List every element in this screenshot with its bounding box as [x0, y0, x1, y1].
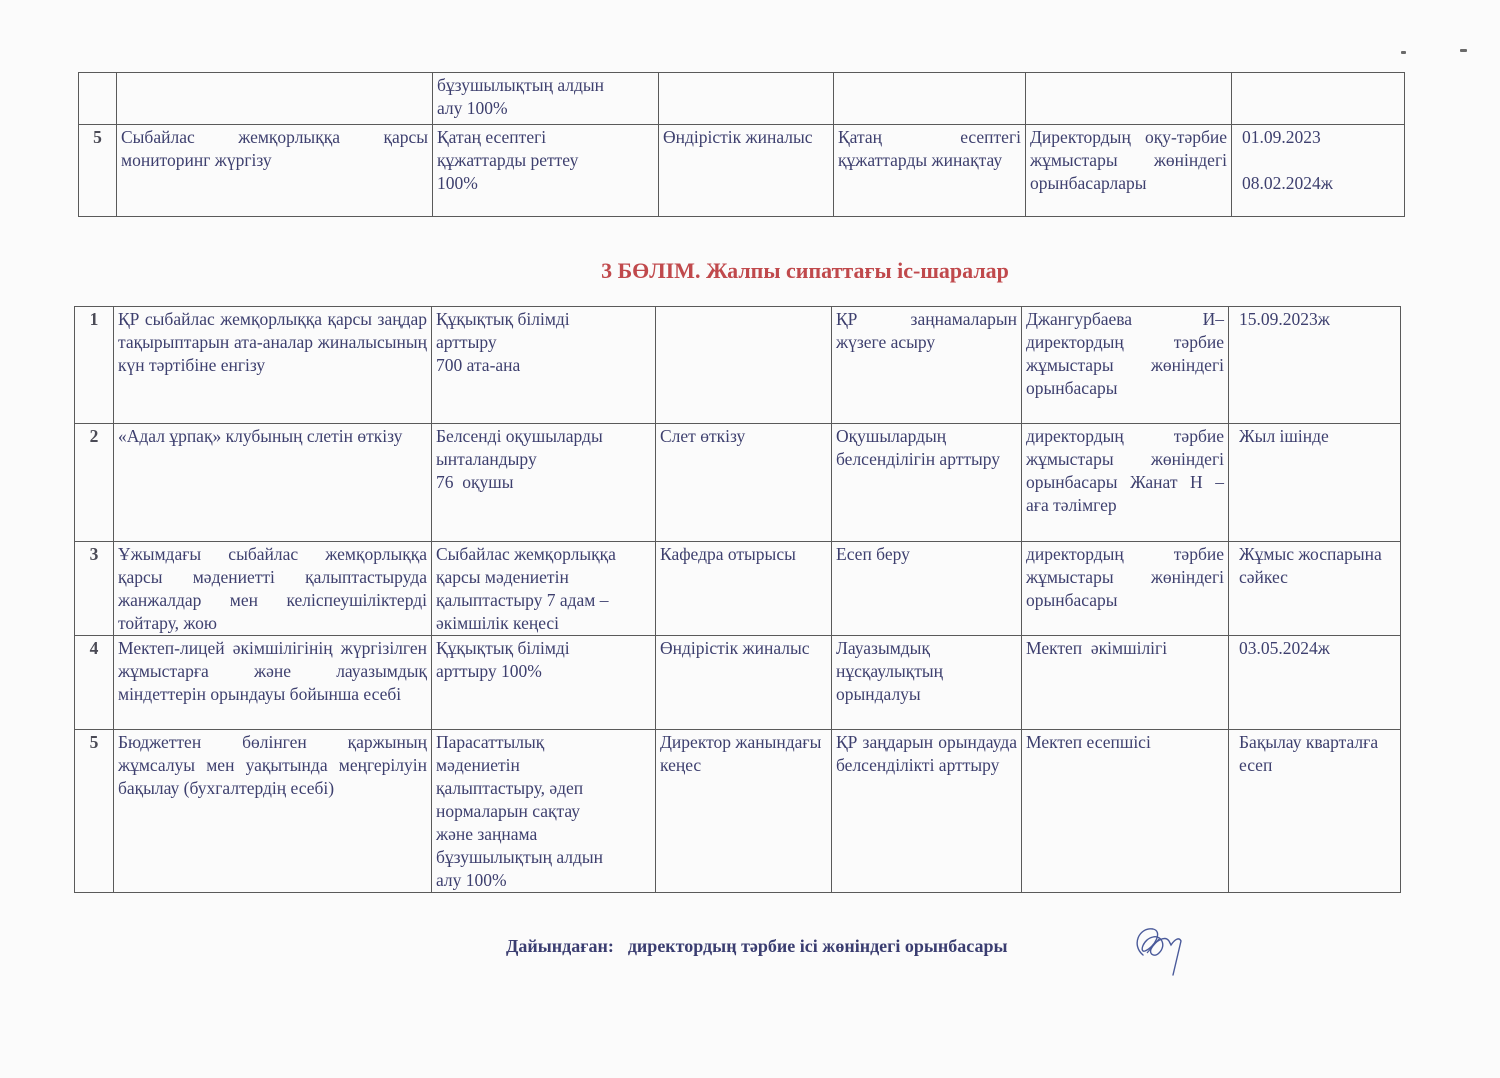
deadline-cell: 15.09.2023ж	[1229, 307, 1401, 424]
form-cell	[659, 73, 834, 125]
goal-line: алу 100%	[436, 870, 507, 890]
deadline-cell: Бақылау кварталға есеп	[1229, 730, 1401, 893]
goal-cell	[433, 125, 659, 217]
activity-cell: Бюджеттен бөлінген қаржының жұмсалуы мен уақытында меңгерілуін бақылау (бухгалтердің есебі)	[114, 730, 432, 893]
row-number	[79, 73, 117, 125]
prepared-by-label: Дайындаған:	[506, 936, 614, 956]
row-number: 5	[79, 125, 117, 217]
deadline-cell: 03.05.2024ж	[1229, 636, 1401, 730]
responsible-cell	[1026, 73, 1232, 125]
responsible-cell: директордың тәрбие жұмыстары жөніндегі орынбасары	[1022, 542, 1229, 636]
goal-cell	[432, 730, 656, 893]
goal-line: Құқықтық білімді	[436, 638, 570, 658]
activity-cell: Сыбайлас жемқорлыққа қарсы мониторинг жүргізу	[117, 125, 433, 217]
table-row	[75, 542, 1401, 636]
goal-cell	[432, 307, 656, 424]
row-number: 1	[75, 307, 114, 424]
result-cell: ҚР заңдарын орындауда белсенділікті арттыру	[832, 730, 1022, 893]
prepared-by	[506, 936, 1008, 957]
goal-line: ынталандыру	[436, 449, 537, 469]
result-cell: Лауазымдық нұсқаулықтың орындалуы	[832, 636, 1022, 730]
goal-line: қалыптастыру 7 адам –	[436, 590, 609, 610]
continued-table	[78, 72, 1405, 217]
row-number: 2	[75, 424, 114, 542]
result-cell: ҚР заңнамаларын жүзеге асыру	[832, 307, 1022, 424]
form-cell: Өндірістік жиналыс	[659, 125, 834, 217]
deadline-cell: Жыл ішінде	[1229, 424, 1401, 542]
section-title: 3 БӨЛІМ. Жалпы сипаттағы іс-шаралар	[601, 258, 1009, 283]
goal-line: арттыру 100%	[436, 661, 542, 681]
table-row	[75, 424, 1401, 542]
responsible-cell: Мектеп әкімшілігі	[1022, 636, 1229, 730]
form-cell: Директор жанындағы кеңес	[656, 730, 832, 893]
goal-cell	[433, 73, 659, 125]
goal-line: Парасаттылық	[436, 732, 545, 752]
result-cell: Оқушылардың белсенділігін арттыру	[832, 424, 1022, 542]
row-number: 3	[75, 542, 114, 636]
goal-line: және заңнама	[436, 824, 538, 844]
goal-line: бұзушылықтың алдын	[436, 847, 604, 867]
goal-line: қалыптастыру, әдеп	[436, 778, 584, 798]
result-cell	[834, 73, 1026, 125]
table-row	[79, 125, 1405, 217]
end-date: 08.02.2024ж	[1242, 173, 1333, 193]
goal-line: бұзушылықтың алдын	[437, 75, 605, 95]
table-row	[75, 730, 1401, 893]
general-measures-table	[74, 306, 1401, 893]
goal-cell	[432, 424, 656, 542]
table-row	[79, 73, 1405, 125]
form-cell: Слет өткізу	[656, 424, 832, 542]
goal-line: 76 оқушы	[436, 472, 514, 492]
table-row	[75, 636, 1401, 730]
result-cell: Қатаң есептегі құжаттарды жинақтау	[834, 125, 1026, 217]
deadline-cell	[1232, 125, 1405, 217]
goal-cell	[432, 636, 656, 730]
activity-cell: Ұжымдағы сыбайлас жемқорлыққа қарсы мәдениетті қалыптастыруда жанжалдар мен келіспеушіліктерді тойтару, жою	[114, 542, 432, 636]
prepared-by-position: директордың тәрбие ісі жөніндегі орынбасары	[627, 936, 1008, 956]
row-number: 5	[75, 730, 114, 893]
goal-line: Белсенді оқушыларды	[436, 426, 603, 446]
form-cell: Кафедра отырысы	[656, 542, 832, 636]
scan-speck	[1460, 49, 1467, 52]
goal-line: құжаттарды реттеу	[437, 150, 579, 170]
activity-cell	[117, 73, 433, 125]
goal-line: 700 ата-ана	[436, 355, 521, 375]
goal-line: Сыбайлас жемқорлыққа	[436, 544, 616, 564]
goal-line: 100%	[437, 173, 478, 193]
responsible-cell: Мектеп есепшісі	[1022, 730, 1229, 893]
goal-line: нормаларын сақтау	[436, 801, 580, 821]
start-date: 01.09.2023	[1242, 127, 1321, 147]
responsible-cell: Джангурбаева И– директордың тәрбие жұмыстары жөніндегі орынбасары	[1022, 307, 1229, 424]
form-cell	[656, 307, 832, 424]
activity-cell: Мектеп-лицей әкімшілігінің жүргізілген жұмыстарға және лауазымдық міндеттерін орындауы бойынша есебі	[114, 636, 432, 730]
result-cell: Есеп беру	[832, 542, 1022, 636]
table-row	[75, 307, 1401, 424]
scan-speck	[1401, 51, 1406, 54]
goal-line: әкімшілік кеңесі	[436, 613, 560, 633]
responsible-cell: Директордың оқу-тәрбие жұмыстары жөніндегі орынбасарлары	[1026, 125, 1232, 217]
signature-icon	[1125, 915, 1195, 985]
deadline-cell: Жұмыс жоспарына сәйкес	[1229, 542, 1401, 636]
goal-line: мәдениетін	[436, 755, 520, 775]
responsible-cell: директордың тәрбие жұмыстары жөніндегі орынбасары Жанат Н – аға тәлімгер	[1022, 424, 1229, 542]
goal-line: Қатаң есептегі	[437, 127, 547, 147]
goal-cell	[432, 542, 656, 636]
goal-line: Құқықтық білімді	[436, 309, 570, 329]
goal-line: алу 100%	[437, 98, 508, 118]
goal-line: қарсы мәдениетін	[436, 567, 569, 587]
form-cell: Өндірістік жиналыс	[656, 636, 832, 730]
deadline-cell	[1232, 73, 1405, 125]
row-number: 4	[75, 636, 114, 730]
goal-line: арттыру	[436, 332, 497, 352]
activity-cell: ҚР сыбайлас жемқорлыққа қарсы заңдар тақырыптарын ата-аналар жиналысының күн тәртібіне енгізу	[114, 307, 432, 424]
activity-cell: «Адал ұрпақ» клубының слетін өткізу	[114, 424, 432, 542]
